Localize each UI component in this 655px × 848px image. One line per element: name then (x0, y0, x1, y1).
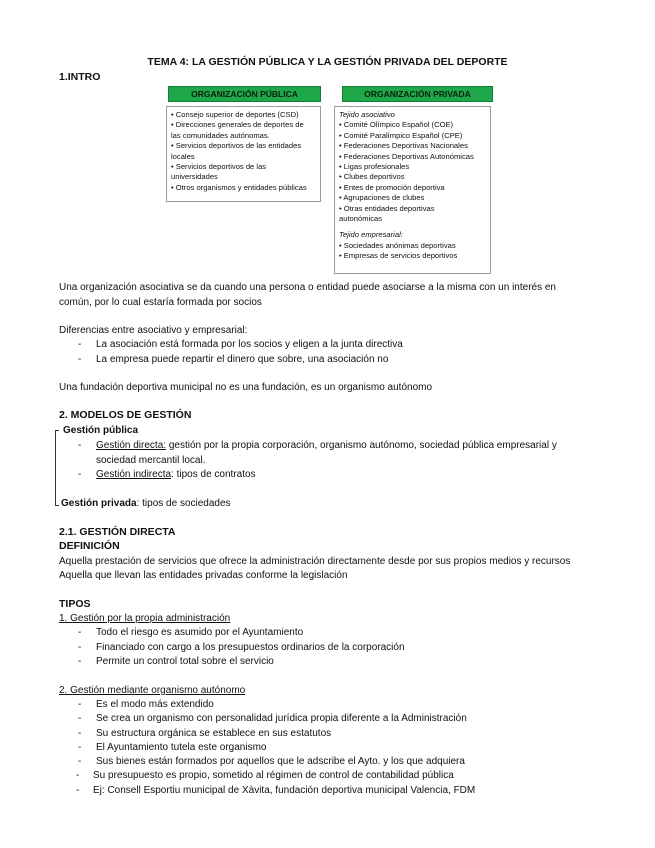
bullet-dash: - (78, 713, 82, 724)
business-label: Tejido empresarial: (339, 230, 403, 240)
public-org-item: • Servicios deportivos de las (171, 162, 267, 172)
tipo2-item: El Ayuntamiento tutela este organismo (96, 742, 267, 753)
gestion-directa-line1: Gestión directa: gestión por la propia corporación, organismo autónomo, sociedad pública empresarial y (96, 440, 557, 451)
gestion-indirecta-label: Gestión indirecta (96, 469, 172, 480)
private-org-item: • Federaciones Deportivas Nacionales (339, 141, 468, 151)
diff-intro: Diferencias entre asociativo y empresarial: (59, 325, 248, 336)
public-org-header: ORGANIZACIÓN PÚBLICA (168, 86, 321, 102)
para-asociativa-line2: común, por lo cual estaría formada por socios (59, 297, 262, 308)
tipo1-item: Todo el riesgo es asumido por el Ayuntamiento (96, 627, 304, 638)
tipo1-item: Financiado con cargo a los presupuestos ordinarios de la corporación (96, 642, 405, 653)
tipo2-item: Sus bienes están formados por aquellos que le adscribe el Ayto. y los que adquiera (96, 756, 465, 767)
definicion-line2: Aquella que llevan las entidades privadas conforme la legislación (59, 570, 348, 581)
bullet-dash: - (78, 642, 82, 653)
public-org-item: • Servicios deportivos de las entidades (171, 141, 302, 151)
intro-heading: 1.INTRO (59, 71, 101, 83)
assoc-label: Tejido asociativo (339, 110, 395, 119)
definicion-heading: DEFINICIÓN (59, 540, 120, 552)
gestion-directa-line2: sociedad mercantil local. (96, 455, 206, 466)
tipo2-item: Su presupuesto es propio, sometido al régimen de control de contabilidad pública (93, 770, 454, 781)
public-org-item: • Direcciones generales de deportes de (171, 120, 304, 130)
bullet-dash: - (78, 728, 82, 739)
para-asociativa-line1: Una organización asociativa se da cuando una persona o entidad puede asociarse a la misma con un interés en (59, 282, 556, 293)
tipo2-item: Su estructura orgánica se establece en sus estatutos (96, 728, 332, 739)
directa-heading: 2.1. GESTIÓN DIRECTA (59, 526, 176, 538)
tipo1-title: 1. Gestión por la propia administración (59, 613, 231, 624)
public-org-item: locales (171, 151, 195, 161)
bullet-dash: - (78, 354, 82, 365)
public-org-box (166, 106, 321, 202)
bullet-dash: - (78, 742, 82, 753)
diff-item: La asociación está formada por los socios y eligen a la junta directiva (96, 339, 403, 350)
private-org-item: • Comité Olímpico Español (COE) (339, 120, 454, 130)
gestion-indirecta-line: Gestión indirecta: tipos de contratos (96, 469, 256, 480)
private-org-item: • Sociedades anónimas deportivas (339, 240, 456, 250)
private-org-item: • Clubes deportivos (339, 172, 405, 182)
bullet-dash: - (76, 770, 80, 781)
bullet-dash: - (76, 785, 80, 796)
private-org-box (334, 106, 491, 274)
tipo2-item: Es el modo más extendido (96, 699, 214, 710)
private-org-item: autonómicas (339, 214, 383, 224)
private-org-item: • Entes de promoción deportiva (339, 182, 445, 192)
bullet-dash: - (78, 656, 82, 667)
public-org-item: • Otros organismos y entidades públicas (171, 182, 307, 192)
definicion-line1: Aquella prestación de servicios que ofrece la administración directamente desde por sus propios medios y recursos (59, 556, 571, 567)
gestion-privada-label: Gestión privada (61, 498, 137, 509)
bullet-dash: - (78, 756, 82, 767)
modelos-heading: 2. MODELOS DE GESTIÓN (59, 409, 192, 421)
private-org-item: • Ligas profesionales (339, 162, 410, 172)
bullet-dash: - (78, 469, 82, 480)
private-org-item: • Agrupaciones de clubes (339, 193, 425, 203)
diff-item: La empresa puede repartir el dinero que sobre, una asociación no (96, 354, 389, 365)
gestion-privada-line: Gestión privada: tipos de sociedades (61, 498, 231, 509)
tipos-heading: TIPOS (59, 598, 91, 610)
tipo2-item: Se crea un organismo con personalidad jurídica propia diferente a la Administración (96, 713, 467, 724)
gestion-directa-label: Gestión directa: (96, 440, 167, 451)
private-org-item: • Empresas de servicios deportivos (339, 251, 458, 261)
private-org-item: • Otras entidades deportivas (339, 203, 435, 213)
private-org-header: ORGANIZACIÓN PRIVADA (342, 86, 493, 102)
tipo1-item: Permite un control total sobre el servicio (96, 656, 274, 667)
bullet-dash: - (78, 440, 82, 451)
bullet-dash: - (78, 627, 82, 638)
page-title: TEMA 4: LA GESTIÓN PÚBLICA Y LA GESTIÓN PRIVADA DEL DEPORTE (147, 56, 508, 68)
private-org-item: • Comité Paralímpico Español (CPE) (339, 130, 463, 140)
bullet-dash: - (78, 699, 82, 710)
tipo2-item: Ej: Consell Esportiu municipal de Xàvita, fundación deportiva municipal Valencia, FDM (93, 785, 476, 796)
tipo2-title: 2. Gestión mediante organismo autónomo (59, 685, 246, 696)
bullet-dash: - (78, 339, 82, 350)
fundacion-note: Una fundación deportiva municipal no es una fundación, es un organismo autónomo (59, 382, 433, 393)
gestion-publica-label: Gestión pública (63, 425, 139, 436)
public-org-item: universidades (171, 172, 218, 182)
public-org-item: las comunidades autónomas. (171, 130, 270, 140)
public-org-item: • Consejo superior de deportes (CSD) (171, 110, 299, 119)
private-org-item: • Federaciones Deportivas Autonómicas (339, 151, 474, 161)
bracket-line (55, 430, 56, 505)
